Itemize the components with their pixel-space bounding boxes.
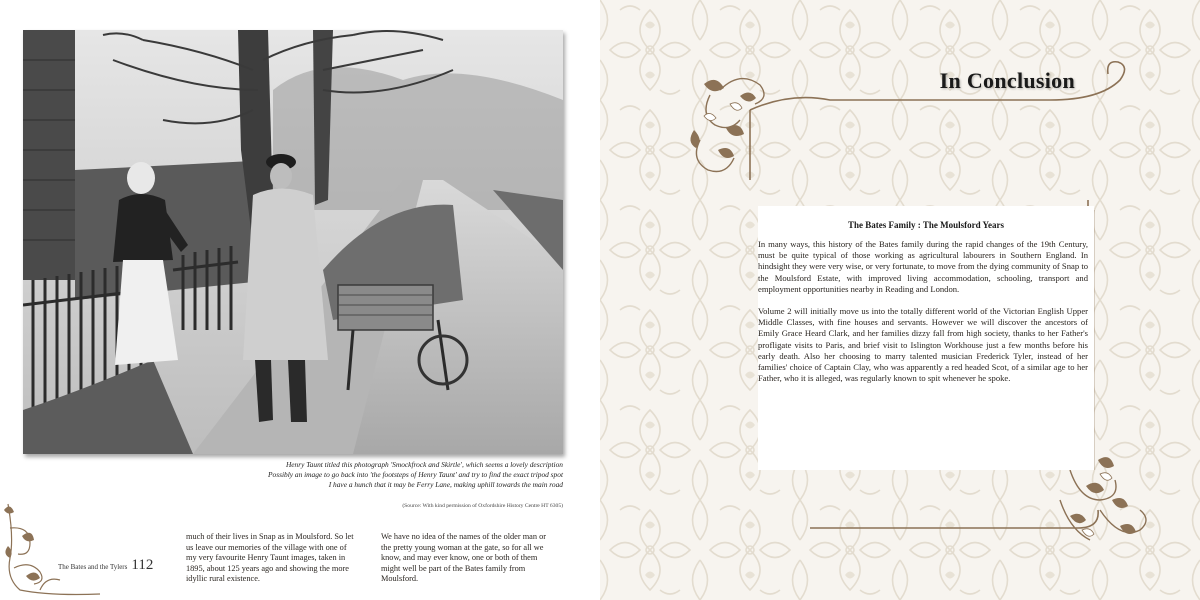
page-title: In Conclusion: [939, 68, 1075, 93]
caption-line: I have a hunch that it may be Ferry Lane, making uphill towards the main road: [328, 480, 563, 489]
photo-illustration: [23, 30, 563, 454]
section-subtitle: The Bates Family : The Moulsford Years: [848, 220, 1004, 230]
text-panel: [758, 206, 1094, 470]
text-column-2: We have no idea of the names of the older man or the pretty young woman at the gate, so for all we know, and may ever know, one or both of them might well be part of the Bates family from Moulsford.: [381, 532, 546, 584]
page-footer: [58, 557, 153, 577]
text-column-1: much of their lives in Snap as in Moulsford. So let us leave our memories of the village with one of my very favourite Henry Taunt images, taken in 1895, about 125 years ago and showing the more idyllic rural existence.: [186, 532, 354, 584]
section-body: [758, 239, 1088, 395]
page-number: 112: [131, 557, 154, 573]
paragraph: Volume 2 will initially move us into the totally different world of the Victorian English Upper Middle Classes, with fine houses and servants. However we will discover the ancestors of Emily Grace Heard Clark, and her families dizzy fall from high society, thanks to her Father's profligate visits to Paris, and brief visit to Islington Workhouse just a few months before his early death. Also her choosing to marry talented musician Frederick Tyler, instead of her families' choice of Captain Clay, who was apparently a red headed Scot, of a similar age to her Father, who it is alleged, was regularly known to spit whenever he spoke.: [758, 306, 1088, 384]
historic-photograph: [23, 30, 563, 454]
photo-caption: [183, 460, 563, 490]
caption-line: Possibly an image to go back into 'the footsteps of Henry Taunt' and try to find the exact tripod spot: [268, 470, 563, 479]
corner-flourish-icon: [0, 498, 110, 600]
paragraph: In many ways, this history of the Bates family during the rapid changes of the 19th Century, must be quite typical of those working as agricultural labourers in Southern England. In hindsight they were very wise, or very fortunate, to move from the dying community of Snap to the Moulsford Estate, with improved living accommodation, schooling, transport and employment opportunities nearby in Reading and London.: [758, 239, 1088, 294]
photo-source-credit: (Source: With kind permission of Oxfordshire History Centre HT 6305): [402, 503, 563, 509]
book-title: The Bates and the Tylers: [58, 563, 128, 571]
right-page: [600, 0, 1200, 600]
caption-line: Henry Taunt titled this photograph 'Smockfrock and Skirtle', which seems a lovely description: [285, 460, 563, 469]
